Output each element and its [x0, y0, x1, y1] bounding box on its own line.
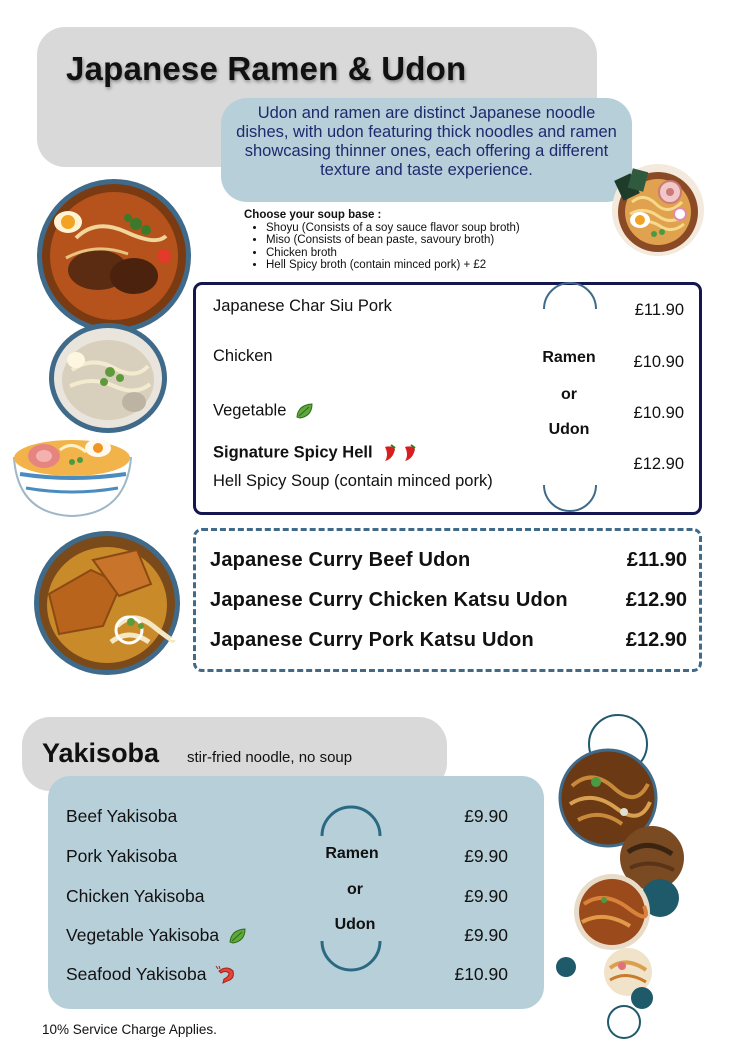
choice-or-label: or [561, 386, 577, 403]
leaf-icon [228, 926, 248, 946]
menu-item-price: £11.90 [626, 549, 687, 571]
curry-katsu-udon-photo [33, 530, 181, 676]
soup-option: • Chicken broth [266, 247, 574, 260]
arc-top-decoration [319, 807, 383, 837]
menu-item-name: Chicken Yakisoba [66, 886, 205, 906]
menu-item-price: £10.90 [633, 353, 684, 371]
menu-item-name: Beef Yakisoba [66, 806, 178, 826]
soup-base-heading: Choose your soup base : [244, 209, 382, 221]
choice-or-label: or [347, 881, 363, 898]
menu-item-vegetable-yakisoba [66, 925, 248, 946]
choice-ramen-label: Ramen [325, 845, 379, 862]
menu-item-name: Seafood Yakisoba [66, 964, 207, 984]
menu-item-price: £9.90 [464, 806, 508, 826]
ramen-bowl-illustration [610, 162, 706, 258]
menu-item-name: Chicken [213, 347, 273, 365]
menu-item-signature [213, 443, 421, 463]
menu-item-price: £12.90 [633, 455, 684, 473]
yakisoba-title: Yakisoba [42, 738, 160, 768]
menu-item-price: £10.90 [454, 964, 508, 984]
service-charge-note: 10% Service Charge Applies. [42, 1022, 217, 1037]
menu-item-price: £10.90 [633, 404, 684, 422]
menu-item-name: Japanese Curry Beef Udon [210, 549, 471, 571]
yakisoba-subtitle: stir-fried noodle, no soup [187, 749, 353, 766]
chili-peppers-icon [381, 443, 421, 463]
menu-item-name: Vegetable [213, 401, 287, 420]
menu-item-price: £12.90 [625, 629, 687, 651]
soup-option: • Hell Spicy broth (contain minced pork) + £2 [266, 259, 574, 272]
menu-item-description: Hell Spicy Soup (contain minced pork) [213, 472, 493, 490]
menu-item-vegetable [213, 401, 315, 421]
menu-item-name: Japanese Curry Chicken Katsu Udon [210, 589, 568, 611]
soup-option: • Shoyu (Consists of a soy sauce flavor soup broth) [266, 222, 574, 235]
menu-item-seafood-yakisoba [66, 964, 237, 985]
menu-item-price: £9.90 [464, 886, 508, 906]
choice-udon-label: Udon [334, 916, 376, 933]
menu-item-price: £9.90 [464, 925, 508, 945]
arc-top-decoration [541, 284, 599, 310]
tonkotsu-ramen-photo [36, 178, 192, 334]
leaf-icon [295, 401, 315, 421]
soup-base-list [266, 222, 574, 272]
menu-item-name: Japanese Curry Pork Katsu Udon [210, 629, 534, 651]
soup-option: • Miso (Consists of bean paste, savoury broth) [266, 234, 574, 247]
choice-udon-label: Udon [548, 421, 590, 438]
menu-item-price: £11.90 [634, 301, 684, 319]
menu-item-price: £9.90 [464, 846, 508, 866]
page-title: Japanese Ramen & Udon [66, 50, 467, 87]
menu-item-name: Signature Spicy Hell [213, 443, 373, 462]
ramen-bowl-cartoon [10, 418, 135, 522]
soup-base-section [244, 209, 574, 272]
menu-item-name: Pork Yakisoba [66, 846, 178, 866]
choice-ramen-label: Ramen [542, 349, 596, 366]
arc-bottom-decoration [541, 484, 599, 510]
shrimp-icon [215, 965, 237, 985]
menu-item-price: £12.90 [625, 589, 687, 611]
menu-item-name: Vegetable Yakisoba [66, 925, 220, 945]
yakisoba-photos-cluster [552, 712, 680, 1042]
arc-bottom-decoration [319, 940, 383, 970]
menu-item-name: Japanese Char Siu Pork [213, 297, 392, 315]
intro-description: Udon and ramen are distinct Japanese noodle dishes, with udon featuring thick noodles and ramen showcasing thinner ones, each offering a different texture and taste experience. [221, 98, 632, 202]
